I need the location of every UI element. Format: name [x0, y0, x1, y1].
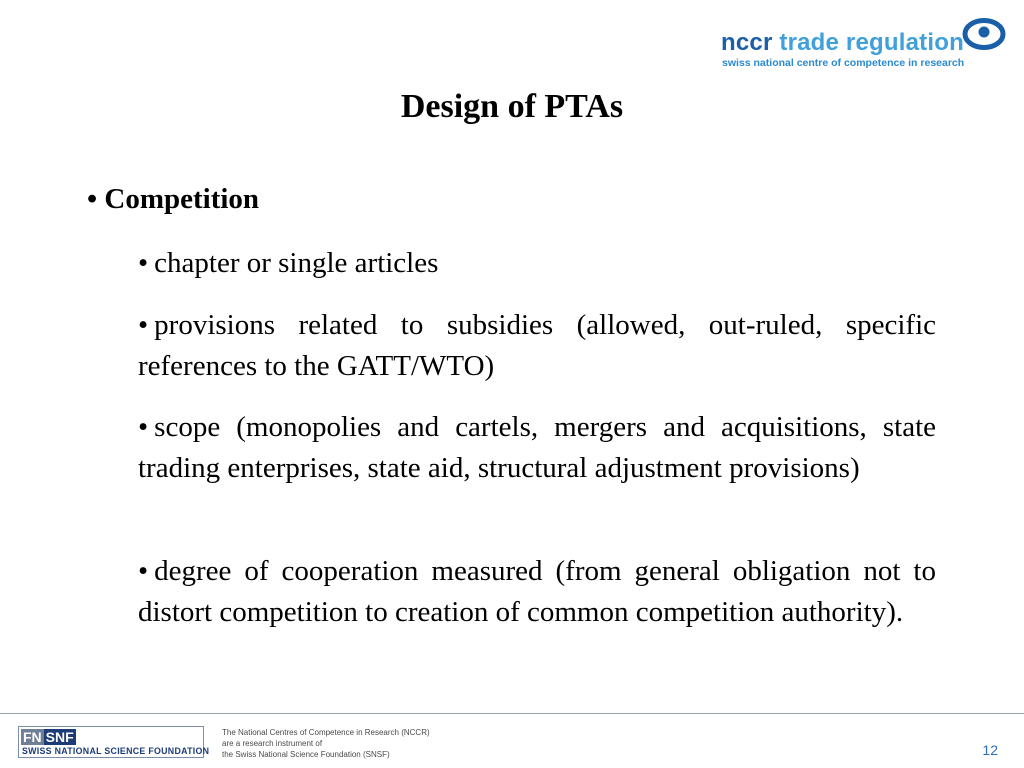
bullet: • — [138, 411, 149, 443]
footer-divider — [0, 713, 1024, 714]
snsf-mark-snf: SNF — [45, 729, 74, 745]
bullet: • — [138, 555, 149, 587]
heading-competition — [87, 183, 259, 216]
nccr-wordmark — [721, 29, 964, 57]
page-number: 12 — [982, 742, 998, 758]
snsf-mark — [21, 729, 76, 745]
bullet: • — [138, 309, 149, 341]
logo-word-secondary: trade regulation — [779, 29, 964, 56]
footer-note-line: The National Centres of Competence in Research (NCCR) — [222, 728, 430, 737]
bullet-text: provisions related to subsidies (allowed, out-ruled, specific references to the GATT/WTO) — [138, 309, 936, 382]
footer-note — [222, 727, 430, 760]
snsf-logo — [18, 726, 210, 758]
bullet-text: chapter or single articles — [154, 247, 439, 279]
bullet: • — [87, 183, 98, 215]
nccr-logo — [721, 14, 1011, 70]
bullet-text: scope (monopolies and cartels, mergers and acquisitions, state trading enterprises, state aid, structural adjustment provisions) — [138, 411, 936, 484]
bullet: • — [138, 247, 149, 279]
logo-subtitle: swiss national centre of competence in research — [722, 57, 965, 69]
slide-title: Design of PTAs — [400, 88, 624, 125]
footer-note-line: the Swiss National Science Foundation (SNSF) — [222, 750, 390, 759]
bullet-item — [138, 407, 936, 489]
bullet-text: degree of cooperation measured (from general obligation not to distort competition to creation of common competition authority). — [138, 555, 936, 628]
bullet-item — [138, 551, 936, 633]
footer-note-line: are a research instrument of — [222, 739, 323, 748]
snsf-name: SWISS NATIONAL SCIENCE FOUNDATION — [22, 746, 210, 756]
bullet-item — [138, 243, 936, 284]
logo-word-primary: nccr — [721, 29, 773, 56]
heading-text: Competition — [104, 183, 260, 215]
bullet-item — [138, 305, 936, 387]
snsf-mark-fn: FN — [23, 729, 42, 745]
eye-logo-icon — [962, 17, 1006, 51]
